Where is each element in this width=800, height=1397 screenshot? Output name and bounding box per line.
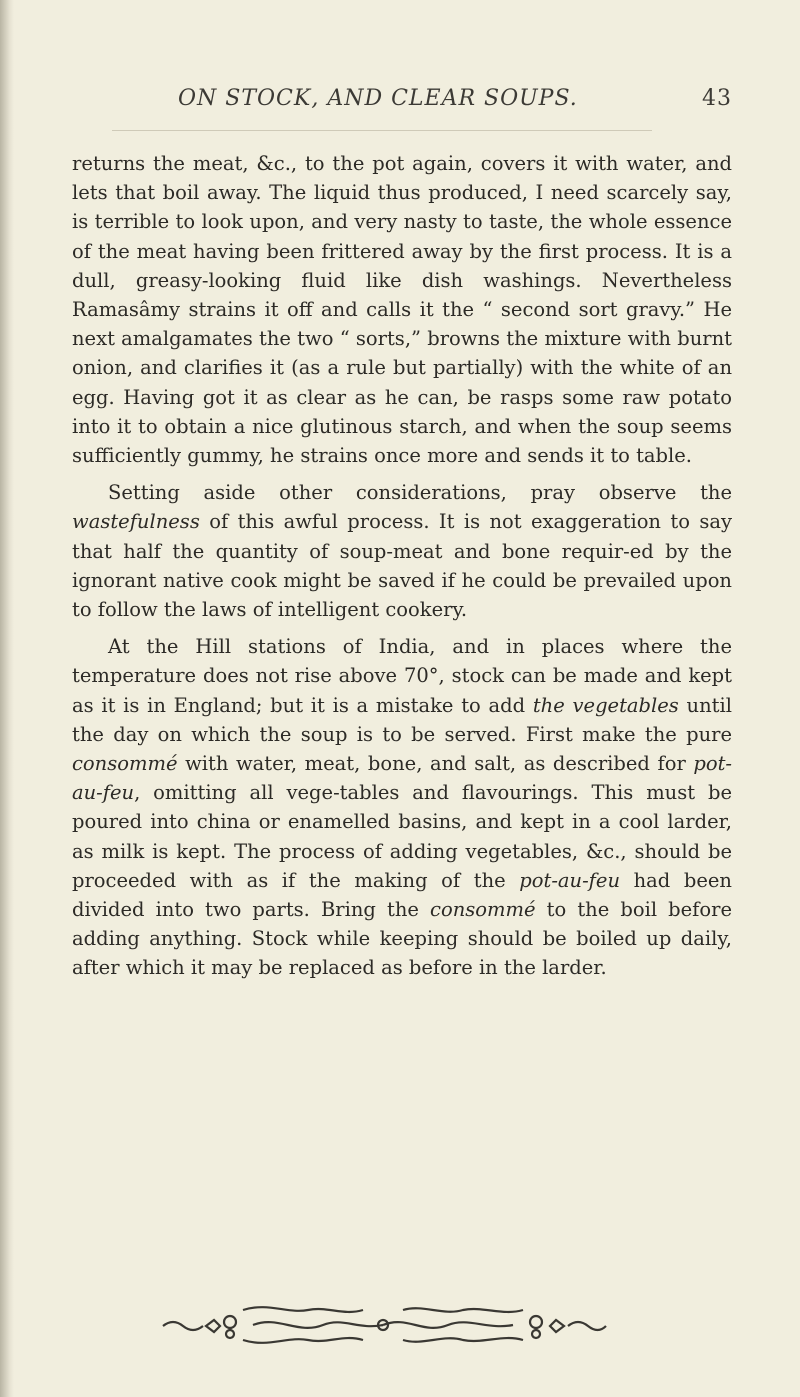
text-run: At the Hill stations of India, and in places where the temperature does not rise above 70°, stock can be made and kept as it is in England; but it is a mistake to add bbox=[72, 635, 732, 717]
paragraph-3 bbox=[72, 632, 732, 982]
page-binding-edge bbox=[0, 0, 14, 1397]
text-run: Setting aside other considerations, pray observe the bbox=[108, 481, 732, 505]
text-run: returns the meat, &c., to the pot again, covers it with water, and lets that boil away. The liquid thus produced, I need scarcely say, is terrible to look upon, and very nasty to taste, the whole essence of the meat having been frittered away by the first process. It is a dull, greasy-looking fluid like dish washings. Nevertheless Ramasâmy strains it off and calls it the “ second sort gravy.” He next amalgamates the two “ sorts,” browns the mixture with burnt onion, and clarifies it (as a rule but partially) with the white of an egg. Having got it as clear as he can, be rasps some raw potato into it to obtain a nice glutinous starch, and when the soup seems sufficiently gummy, he strains once more and sends it to table. bbox=[72, 152, 732, 468]
text-run: until the day on which the soup is to be served. First make the pure bbox=[72, 693, 732, 746]
paragraph-2 bbox=[72, 478, 732, 624]
running-title: ON STOCK, AND CLEAR SOUPS. bbox=[178, 86, 578, 111]
italic-text: pot-au-feu bbox=[72, 752, 732, 805]
text-run: of this awful process. It is not exaggeration to say that half the quantity of soup-meat and bone requir-ed by the ignorant native cook might be saved if he could be prevailed upon to follow the laws of intelligent cookery. bbox=[72, 510, 732, 622]
tailpiece-ornament-icon bbox=[158, 1300, 608, 1345]
text-run: to the boil before adding anything. Stock while keeping should be boiled up daily, after which it may be replaced as before in the larder. bbox=[72, 898, 732, 980]
page-number: 43 bbox=[702, 86, 732, 111]
header-rule bbox=[112, 130, 652, 131]
italic-text: consommé bbox=[430, 898, 536, 922]
italic-text: pot-au-feu bbox=[519, 868, 621, 892]
paragraph-1 bbox=[72, 149, 732, 470]
book-page bbox=[72, 72, 732, 991]
italic-text: wastefulness bbox=[72, 510, 200, 534]
running-header bbox=[72, 72, 732, 111]
text-run: , omitting all vege-tables and flavourings. This must be poured into china or enamelled basins, and kept in a cool larder, as milk is kept. The process of adding vegetables, &c., should be proceeded with as if the making of the bbox=[72, 781, 732, 892]
italic-text: the vegetables bbox=[532, 693, 679, 717]
body-text bbox=[72, 149, 732, 983]
italic-text: consommé bbox=[72, 752, 178, 776]
text-run: had been divided into two parts. Bring the bbox=[72, 868, 732, 922]
text-run: with water, meat, bone, and salt, as described for bbox=[177, 752, 694, 776]
